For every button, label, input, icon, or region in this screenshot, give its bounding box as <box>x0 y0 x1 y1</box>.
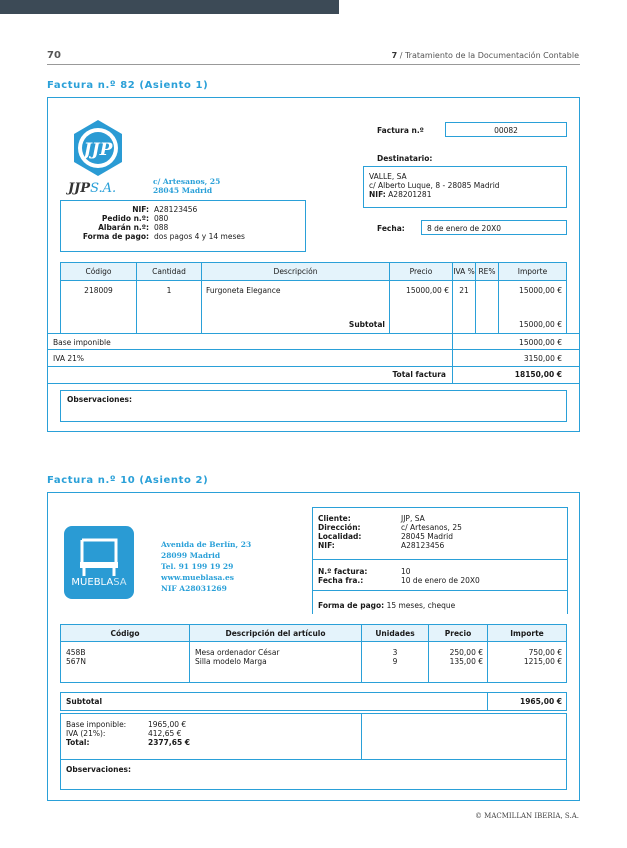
total-value: 18150,00 € <box>514 370 562 379</box>
invoice1-box <box>47 97 580 432</box>
base-value: 15000,00 € <box>519 338 562 347</box>
page-number: 70 <box>47 50 61 61</box>
col2-codigo: Código <box>60 624 190 642</box>
col-re: RE% <box>475 262 499 281</box>
jjp-logo <box>68 118 128 178</box>
row-price: 15000,00 € <box>406 286 449 295</box>
chair-icon <box>64 526 134 599</box>
recipient-box: VALLE, SA c/ Alberto Luque, 8 - 28085 Madrid NIF: A28201281 <box>363 166 567 208</box>
invoice1-title: Factura n.º 82 (Asiento 1) <box>47 80 209 91</box>
meta-labels: NIF: Pedido n.º: Albarán n.º: Forma de pago: <box>82 205 149 241</box>
subtotal-value: 15000,00 € <box>519 320 562 329</box>
invoice1-observations <box>60 390 567 422</box>
col-precio: Precio <box>389 262 453 281</box>
totals2-values: 1965,00 € 412,65 € 2377,65 € <box>148 720 190 747</box>
table-row-units: 3 9 <box>392 648 398 666</box>
client-labels: Cliente: Dirección: Localidad: NIF: <box>318 514 362 550</box>
totals2-labels: Base imponible: IVA (21%): Total: <box>66 720 127 747</box>
subtotal-label: Subtotal <box>348 320 385 329</box>
table-row-descs: Mesa ordenador César Silla modelo Marga <box>195 648 280 666</box>
iva-label: IVA 21% <box>53 354 85 363</box>
row-code: 218009 <box>84 286 113 295</box>
iva-value: 3150,00 € <box>523 354 562 363</box>
col2-descripcion: Descripción del artículo <box>189 624 362 642</box>
table-row-amounts: 750,00 € 1215,00 € <box>523 648 562 666</box>
col-iva: IVA % <box>452 262 476 281</box>
jjp-wordmark: JJPS.A. <box>68 181 117 196</box>
client-values: JJP, SA c/ Artesanos, 25 28045 Madrid A28123456 <box>401 514 462 550</box>
copyright: © MACMILLAN IBERIA, S.A. <box>474 812 579 820</box>
observations-label: Observaciones: <box>67 395 133 404</box>
row-iva: 21 <box>459 286 469 295</box>
row-amount: 15000,00 € <box>519 286 562 295</box>
row-desc: Furgoneta Elegance <box>206 286 281 295</box>
logo-initials: JJP <box>83 140 113 160</box>
observations2-label: Observaciones: <box>66 765 132 774</box>
mueblasa-address: Avenida de Berlín, 23 28099 Madrid Tel. 91 199 19 29 www.mueblasa.es NIF A28031269 <box>161 540 252 593</box>
subtotal2-label: Subtotal <box>66 697 103 706</box>
col-importe: Importe <box>498 262 567 281</box>
col2-unidades: Unidades <box>361 624 429 642</box>
recipient-label: Destinatario: <box>377 154 433 163</box>
invoice-meta-labels: N.º factura: Fecha fra.: <box>318 567 368 585</box>
top-decorative-bar <box>0 0 339 14</box>
col-cantidad: Cantidad <box>136 262 202 281</box>
invoice-meta-values: 10 10 de enero de 20X0 <box>401 567 480 585</box>
header-rule <box>47 64 580 65</box>
base-label: Base imponible <box>53 338 111 347</box>
col-descripcion: Descripción <box>201 262 390 281</box>
invoice1-meta-block <box>60 200 306 252</box>
date-field: 8 de enero de 20X0 <box>421 220 567 235</box>
meta-values: A28123456 080 088 dos pagos 4 y 14 meses <box>154 205 245 241</box>
invoice2-title: Factura n.º 10 (Asiento 2) <box>47 475 209 486</box>
jjp-logo-icon <box>68 118 128 178</box>
invoice-number-label: Factura n.º <box>377 126 424 135</box>
table-row-prices: 250,00 € 135,00 € <box>449 648 483 666</box>
total-label: Total factura <box>392 370 446 379</box>
running-header: 7 / Tratamiento de la Documentación Contable <box>391 51 579 60</box>
mueblasa-logo <box>64 526 134 599</box>
col-codigo: Código <box>60 262 137 281</box>
invoice2-box <box>47 492 580 801</box>
invoice2-totals-box <box>60 713 567 790</box>
col2-precio: Precio <box>428 624 488 642</box>
subtotal2-value: 1965,00 € <box>520 697 562 706</box>
col2-importe: Importe <box>487 624 567 642</box>
invoice-number-field: 00082 <box>445 122 567 137</box>
jjp-address: c/ Artesanos, 25 28045 Madrid <box>153 177 221 195</box>
table-row-codes: 458B 567N <box>66 648 86 666</box>
payment-row: Forma de pago: 15 meses, cheque <box>318 601 456 610</box>
mueblasa-wordmark: MUEBLASA <box>71 577 127 588</box>
date-label: Fecha: <box>377 224 405 233</box>
row-qty: 1 <box>166 286 172 295</box>
